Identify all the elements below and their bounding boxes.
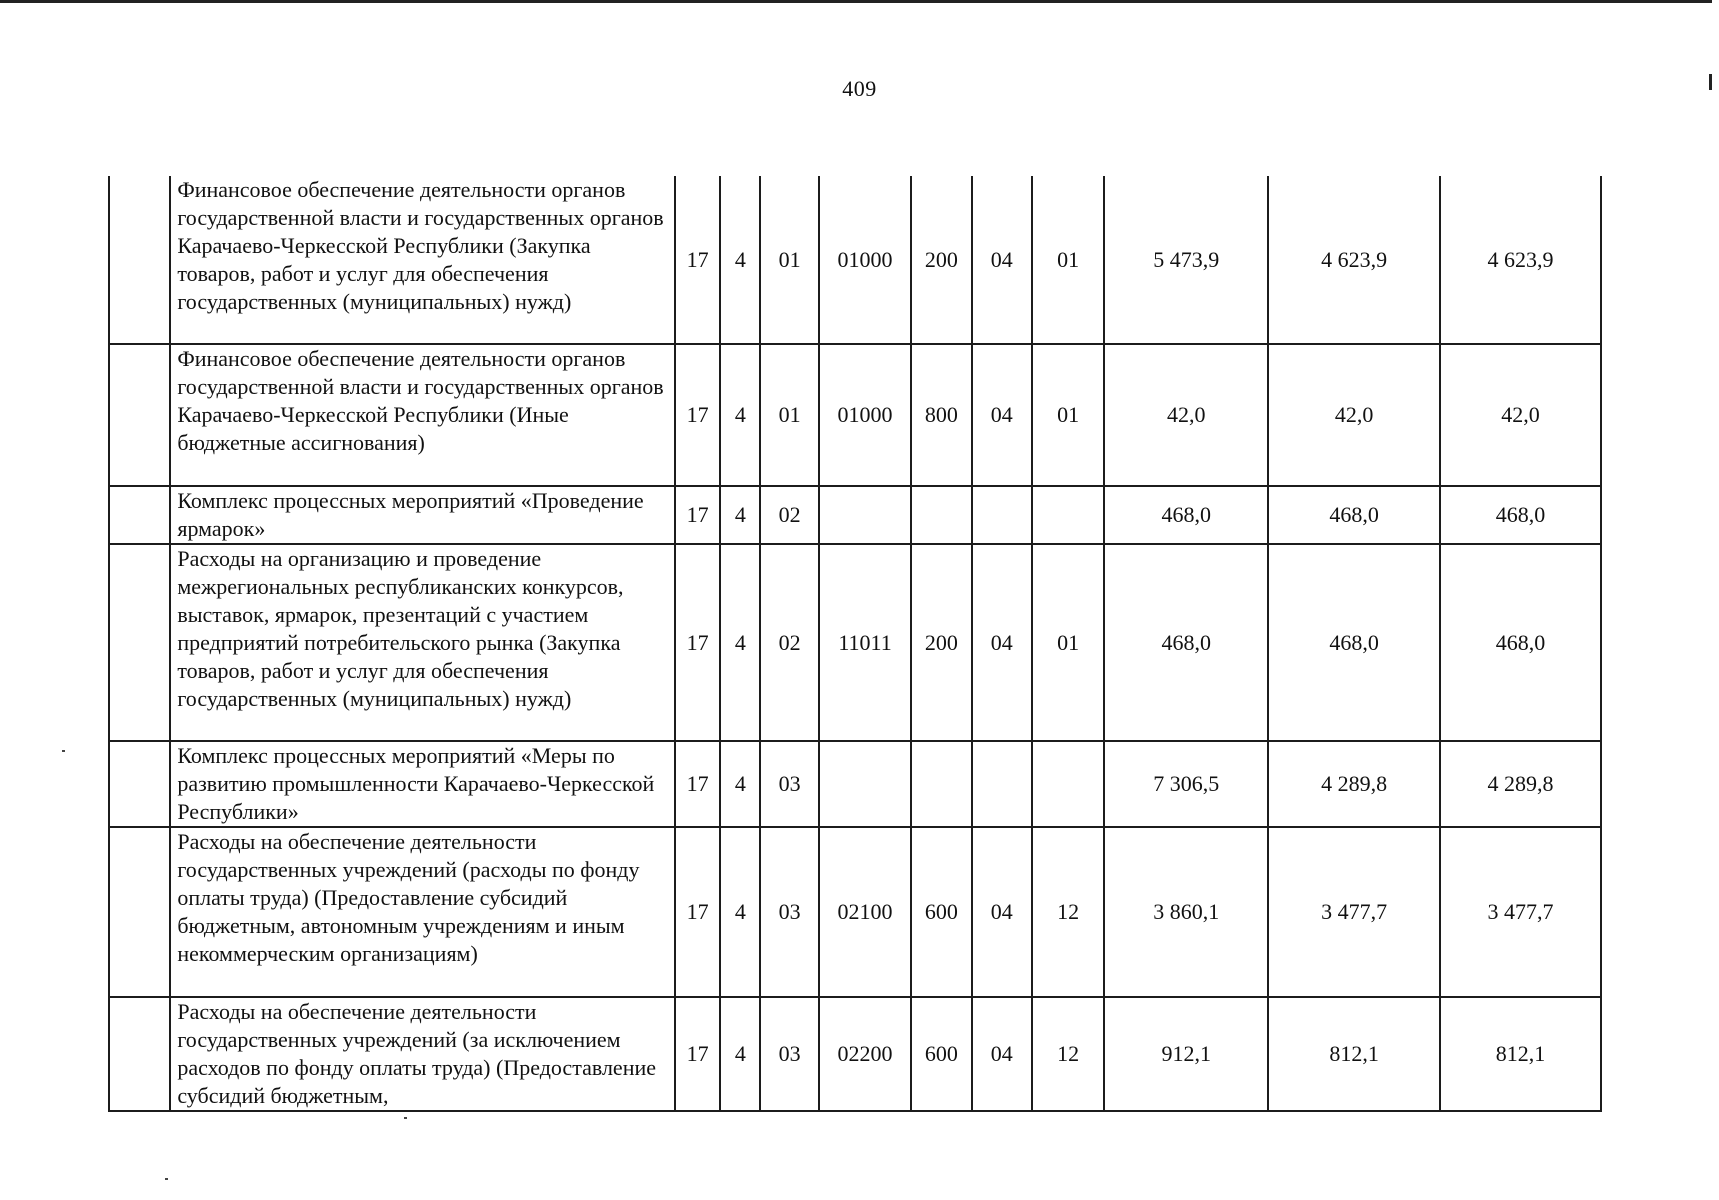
amount-cell: 468,0 (1268, 544, 1440, 741)
code-cell (972, 741, 1032, 827)
code-cell: 01 (760, 176, 818, 344)
amount-cell: 4 623,9 (1268, 176, 1440, 344)
amount-cell: 812,1 (1440, 997, 1601, 1111)
code-cell: 04 (972, 544, 1032, 741)
row-name: Финансовое обеспечение деятельности органов государственной власти и государственных органов Карачаево-Черкесской Республики (Закупка товаров, работ и услуг для обеспечения государственных (муниципальных) нужд) (170, 176, 675, 344)
table-row (109, 827, 1601, 997)
code-cell: 03 (760, 827, 818, 997)
code-cell: 600 (911, 827, 971, 997)
code-cell: 4 (720, 741, 760, 827)
amount-cell: 468,0 (1104, 544, 1268, 741)
amount-cell: 3 860,1 (1104, 827, 1268, 997)
amount-cell: 468,0 (1104, 486, 1268, 544)
amount-cell: 812,1 (1268, 997, 1440, 1111)
code-cell: 4 (720, 997, 760, 1111)
amount-cell: 5 473,9 (1104, 176, 1268, 344)
code-cell: 04 (972, 827, 1032, 997)
row-number-cell (109, 544, 170, 741)
scan-speck (404, 1117, 407, 1119)
amount-cell: 42,0 (1104, 344, 1268, 486)
code-cell: 17 (675, 997, 720, 1111)
code-cell: 02 (760, 486, 818, 544)
code-cell: 02200 (819, 997, 911, 1111)
budget-table (108, 176, 1602, 1112)
code-cell: 4 (720, 544, 760, 741)
code-cell: 17 (675, 176, 720, 344)
table-row (109, 486, 1601, 544)
code-cell: 17 (675, 544, 720, 741)
amount-cell: 7 306,5 (1104, 741, 1268, 827)
table-row (109, 176, 1601, 344)
amount-cell: 468,0 (1440, 544, 1601, 741)
row-number-cell (109, 486, 170, 544)
code-cell (911, 741, 971, 827)
code-cell (972, 486, 1032, 544)
code-cell: 200 (911, 176, 971, 344)
code-cell: 4 (720, 827, 760, 997)
row-number-cell (109, 741, 170, 827)
amount-cell: 3 477,7 (1268, 827, 1440, 997)
table-row (109, 997, 1601, 1111)
row-name: Комплекс процессных мероприятий «Проведение ярмарок» (170, 486, 675, 544)
table-row (109, 544, 1601, 741)
row-number-cell (109, 827, 170, 997)
code-cell: 4 (720, 486, 760, 544)
scan-speck (165, 1178, 168, 1180)
code-cell: 02 (760, 544, 818, 741)
code-cell: 01000 (819, 344, 911, 486)
code-cell: 17 (675, 827, 720, 997)
code-cell: 4 (720, 176, 760, 344)
code-cell: 01 (760, 344, 818, 486)
amount-cell: 468,0 (1440, 486, 1601, 544)
code-cell (1032, 486, 1104, 544)
code-cell (819, 486, 911, 544)
amount-cell: 3 477,7 (1440, 827, 1601, 997)
table-row (109, 344, 1601, 486)
code-cell: 200 (911, 544, 971, 741)
code-cell: 01000 (819, 176, 911, 344)
code-cell: 04 (972, 176, 1032, 344)
code-cell: 01 (1032, 344, 1104, 486)
amount-cell: 42,0 (1440, 344, 1601, 486)
table-row (109, 741, 1601, 827)
code-cell: 03 (760, 997, 818, 1111)
code-cell: 04 (972, 997, 1032, 1111)
code-cell: 4 (720, 344, 760, 486)
code-cell: 17 (675, 741, 720, 827)
row-number-cell (109, 344, 170, 486)
row-name: Расходы на обеспечение деятельности государственных учреждений (расходы по фонду оплаты труда) (Предоставление субсидий бюджетным, автономным учреждениям и иным некоммерческим организациям) (170, 827, 675, 997)
row-name: Расходы на обеспечение деятельности государственных учреждений (за исключением расходов по фонду оплаты труда) (Предоставление субсидий бюджетным, (170, 997, 675, 1111)
row-name: Комплекс процессных мероприятий «Меры по развитию промышленности Карачаево-Черкесской Республики» (170, 741, 675, 827)
amount-cell: 4 289,8 (1440, 741, 1601, 827)
amount-cell: 4 623,9 (1440, 176, 1601, 344)
row-number-cell (109, 997, 170, 1111)
row-name: Расходы на организацию и проведение межрегиональных республиканских конкурсов, выставок, ярмарок, презентаций с участием предприятий потребительского рынка (Закупка товаров, работ и услуг для обеспечения государственных (муниципальных) нужд) (170, 544, 675, 741)
code-cell (1032, 741, 1104, 827)
amount-cell: 4 289,8 (1268, 741, 1440, 827)
amount-cell: 42,0 (1268, 344, 1440, 486)
page-number: 409 (842, 76, 877, 101)
code-cell (819, 741, 911, 827)
code-cell: 600 (911, 997, 971, 1111)
scan-speck (62, 750, 65, 752)
code-cell: 800 (911, 344, 971, 486)
row-name: Финансовое обеспечение деятельности органов государственной власти и государственных органов Карачаево-Черкесской Республики (Иные бюджетные ассигнования) (170, 344, 675, 486)
code-cell: 04 (972, 344, 1032, 486)
amount-cell: 912,1 (1104, 997, 1268, 1111)
top-border-line (0, 0, 1712, 3)
code-cell (911, 486, 971, 544)
code-cell: 03 (760, 741, 818, 827)
row-number-cell (109, 176, 170, 344)
code-cell: 11011 (819, 544, 911, 741)
code-cell: 12 (1032, 997, 1104, 1111)
code-cell: 17 (675, 344, 720, 486)
amount-cell: 468,0 (1268, 486, 1440, 544)
code-cell: 12 (1032, 827, 1104, 997)
code-cell: 01 (1032, 544, 1104, 741)
code-cell: 01 (1032, 176, 1104, 344)
code-cell: 17 (675, 486, 720, 544)
code-cell: 02100 (819, 827, 911, 997)
